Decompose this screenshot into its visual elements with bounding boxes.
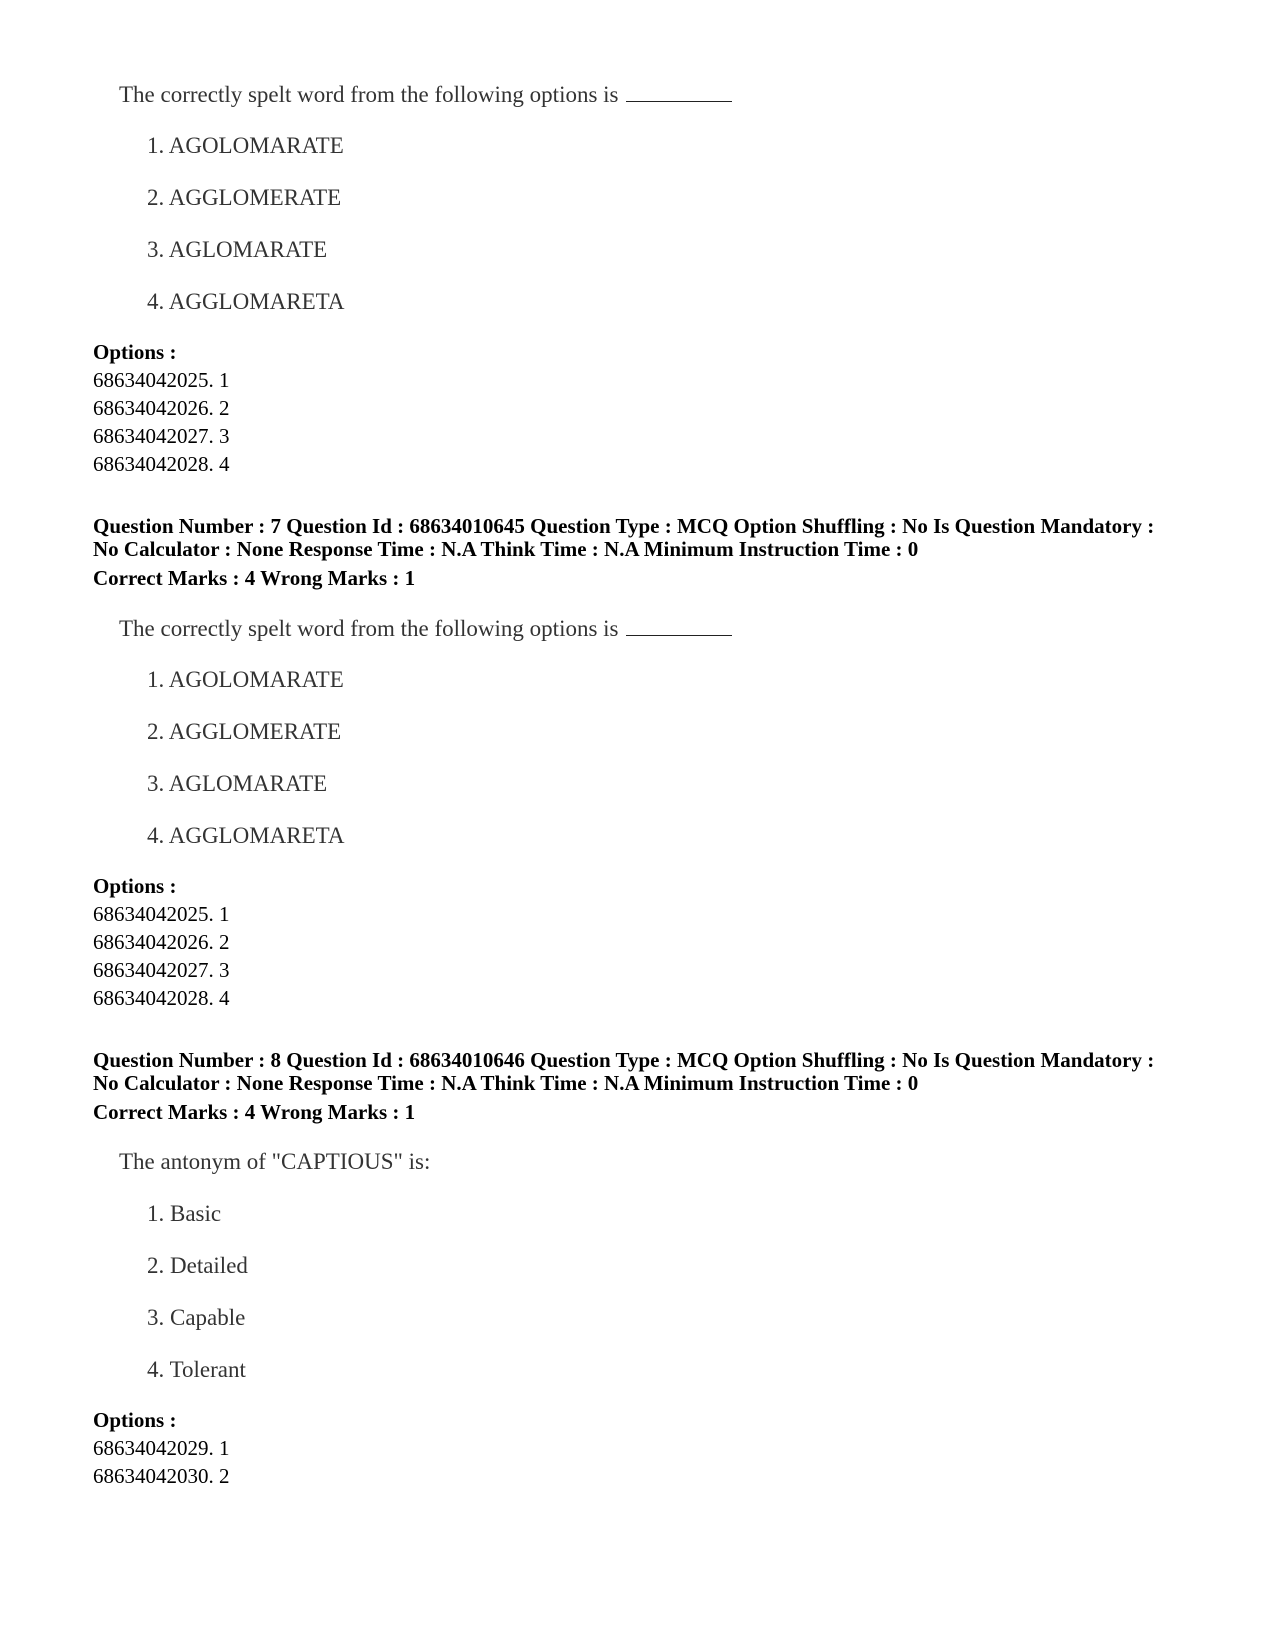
question-meta-line-1: Question Number : 7 Question Id : 68634010645 Question Type : MCQ Option Shuffling : No Is Question Mandatory : xyxy=(93,514,1155,538)
question-stem: The correctly spelt word from the following options is xyxy=(119,614,732,643)
option-id-line: 68634042025. 1 xyxy=(93,902,230,926)
choice-item: 3. Capable xyxy=(147,1305,246,1330)
choice-item: 4. AGGLOMARETA xyxy=(147,289,345,314)
choice-item: 3. AGLOMARATE xyxy=(147,237,328,262)
option-id-line: 68634042028. 4 xyxy=(93,452,230,476)
option-id-line: 68634042027. 3 xyxy=(93,958,230,982)
option-id-line: 68634042029. 1 xyxy=(93,1436,230,1460)
answer-blank xyxy=(626,614,732,636)
options-title: Options : xyxy=(93,874,177,898)
option-id-line: 68634042026. 2 xyxy=(93,396,230,420)
option-id-line: 68634042028. 4 xyxy=(93,986,230,1010)
choice-item: 4. AGGLOMARETA xyxy=(147,823,345,848)
question-stem: The antonym of "CAPTIOUS" is: xyxy=(119,1149,431,1174)
choice-item: 1. AGOLOMARATE xyxy=(147,667,344,692)
choice-item: 3. AGLOMARATE xyxy=(147,771,328,796)
question-meta-line-2: No Calculator : None Response Time : N.A Think Time : N.A Minimum Instruction Time : 0 xyxy=(93,537,919,561)
choice-item: 1. AGOLOMARATE xyxy=(147,133,344,158)
options-title: Options : xyxy=(93,340,177,364)
choice-item: 1. Basic xyxy=(147,1201,222,1226)
marks-line: Correct Marks : 4 Wrong Marks : 1 xyxy=(93,566,416,590)
choice-item: 2. Detailed xyxy=(147,1253,248,1278)
question-meta-line-2: No Calculator : None Response Time : N.A Think Time : N.A Minimum Instruction Time : 0 xyxy=(93,1071,919,1095)
marks-line: Correct Marks : 4 Wrong Marks : 1 xyxy=(93,1100,416,1124)
option-id-line: 68634042026. 2 xyxy=(93,930,230,954)
answer-blank xyxy=(626,80,732,102)
option-id-line: 68634042025. 1 xyxy=(93,368,230,392)
choice-item: 2. AGGLOMERATE xyxy=(147,185,342,210)
question-meta-line-1: Question Number : 8 Question Id : 68634010646 Question Type : MCQ Option Shuffling : No Is Question Mandatory : xyxy=(93,1048,1155,1072)
question-stem: The correctly spelt word from the following options is xyxy=(119,80,732,109)
choice-item: 2. AGGLOMERATE xyxy=(147,719,342,744)
choice-item: 4. Tolerant xyxy=(147,1357,246,1382)
option-id-line: 68634042030. 2 xyxy=(93,1464,230,1488)
option-id-line: 68634042027. 3 xyxy=(93,424,230,448)
options-title: Options : xyxy=(93,1408,177,1432)
